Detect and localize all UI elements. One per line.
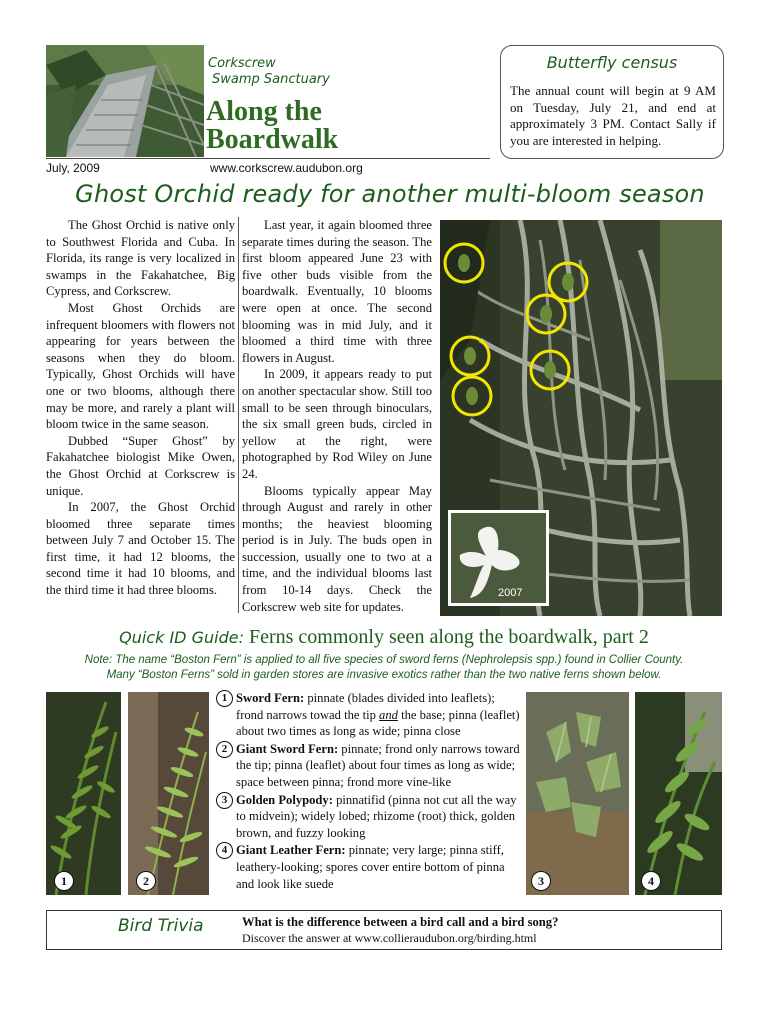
- website-url: www.corkscrew.audubon.org: [210, 161, 363, 175]
- quick-id-title: Ferns commonly seen along the boardwalk, part 2: [243, 626, 649, 648]
- census-text: The annual count will begin at 9 AM on Tuesday, July 21, and end at approximately 3 PM. Contact Sally if you are interested in helping.: [510, 83, 716, 148]
- paragraph: In 2007, the Ghost Orchid bloomed three separate times between July 7 and October 15. The first time, it had 12 blooms, the second time it had 10 blooms, and the third time it had three blooms.: [46, 500, 235, 598]
- column-divider: [238, 217, 239, 613]
- paragraph: Most Ghost Orchids are infrequent bloomers with flowers not appearing for years between the seasons when they do bloom. Typically, Ghost Orchids will have one or two blooms, although there may be more, and rarely a plant will bloom twice in the same season.: [46, 300, 235, 432]
- note-line-1: Note: The name “Boston Fern” is applied to all five species of sword ferns (Nephrolepsis spp.) found in Collier County.: [84, 654, 684, 666]
- boston-fern-note: [46, 653, 722, 683]
- golden-polypody-photo: [526, 692, 629, 895]
- list-item: [216, 690, 520, 740]
- fern-photo-number: 1: [54, 871, 74, 891]
- bird-trivia-label: Bird Trivia: [118, 916, 204, 936]
- fern-name: Golden Polypody:: [236, 792, 333, 807]
- fern-photo-number: 2: [136, 871, 156, 891]
- fern-description: pinnate; very large; pinna stiff, leathery-looking; spores cover entire bottom of pinna and look like suede: [236, 843, 505, 891]
- paragraph: Last year, it again bloomed three separate times during the season. The first bloom appeared June 23 with five other buds visible from the boardwalk. Eventually, 10 blooms were open at once. The second blooming was in mid July, and it bloomed a third time with three flowers in August.: [242, 218, 432, 365]
- paragraph: In 2009, it appears ready to put on another spectacular show. Still too small to be seen through binoculars, the six small green buds, circled in yellow at the right, were photographed by Rod Wiley on June 24.: [242, 367, 432, 481]
- fern-description: pinnate; frond only narrows toward the tip; pinna (leaflet) about four times as long as wide; space between pinna; frond more vine-like: [236, 741, 520, 789]
- fern-photo-number: 3: [531, 871, 551, 891]
- fern-description: pinnate (blades divided into leaflets); frond narrows towad the tip: [236, 691, 495, 722]
- giant-leather-fern-photo: [635, 692, 722, 895]
- note-line-2: Many “Boston Ferns” sold in garden stores are invasive exotics rather than the two native ferns shown below.: [106, 669, 662, 681]
- sword-fern-photo: [46, 692, 121, 895]
- fern-name: Giant Sword Fern:: [236, 741, 339, 756]
- article-headline: Ghost Orchid ready for another multi-bloom season: [75, 180, 705, 208]
- paragraph: Dubbed “Super Ghost” by Fakahatchee biologist Mike Owen, the Ghost Orchid at Corkscrew is unique.: [46, 433, 235, 498]
- sanctuary-name: [208, 56, 348, 88]
- fern-number: 3: [216, 792, 233, 809]
- title-line-2: Boardwalk: [206, 124, 339, 155]
- quick-id-lead: Quick ID Guide:: [119, 628, 244, 647]
- newsletter-title: [206, 98, 496, 154]
- article-column-2: [242, 217, 432, 615]
- paragraph: Blooms typically appear May through August and rarely in other months; the heaviest blooming period is in July. The buds open in succession, usually one to two at a time, and the individual blooms last from 10-14 days. Check the Corkscrew web site for updates.: [242, 483, 432, 614]
- inset-year-label: 2007: [498, 587, 523, 599]
- list-item: [216, 842, 520, 892]
- boardwalk-photo: [46, 45, 204, 157]
- masthead-divider: [46, 158, 490, 159]
- trivia-question: What is the difference between a bird call and a bird song?: [242, 915, 559, 929]
- article-column-1: [46, 217, 235, 599]
- sanctuary-line-1: Corkscrew: [208, 56, 276, 71]
- list-item: [216, 741, 520, 791]
- fern-description-list: [216, 690, 520, 893]
- fern-description: pinnatifid (pinna not cut all the way to midvein); widely lobed; rhizome (root) thick, golden brown, and fuzzy looking: [236, 792, 517, 840]
- fern-name: Sword Fern:: [236, 691, 305, 705]
- trivia-answer: Discover the answer at www.collieraudubon.org/birding.html: [242, 931, 537, 945]
- issue-date: July, 2009: [46, 161, 100, 175]
- sanctuary-line-2: Swamp Sanctuary: [212, 72, 330, 87]
- giant-sword-fern-photo: [128, 692, 209, 895]
- fern-number: 2: [216, 741, 233, 758]
- quick-id-heading: [46, 626, 722, 649]
- list-item: [216, 792, 520, 842]
- emphasis: and: [379, 707, 398, 722]
- fern-description-cont: the base; pinna (leaflet) about two times as long as wide; pinna close: [236, 707, 520, 739]
- fern-name: Giant Leather Fern:: [236, 843, 346, 858]
- census-title: Butterfly census: [546, 53, 678, 72]
- fern-number: 4: [216, 842, 233, 859]
- ghost-orchid-photo: [440, 220, 722, 616]
- title-line-1: Along the: [206, 96, 322, 127]
- fern-photo-number: 4: [641, 871, 661, 891]
- fern-number: 1: [216, 690, 233, 707]
- paragraph: The Ghost Orchid is native only to Southwest Florida and Cuba. In Florida, its range is very localized in swamps in the Fakahatchee, Big Cypress, and Corkscrew.: [46, 218, 235, 299]
